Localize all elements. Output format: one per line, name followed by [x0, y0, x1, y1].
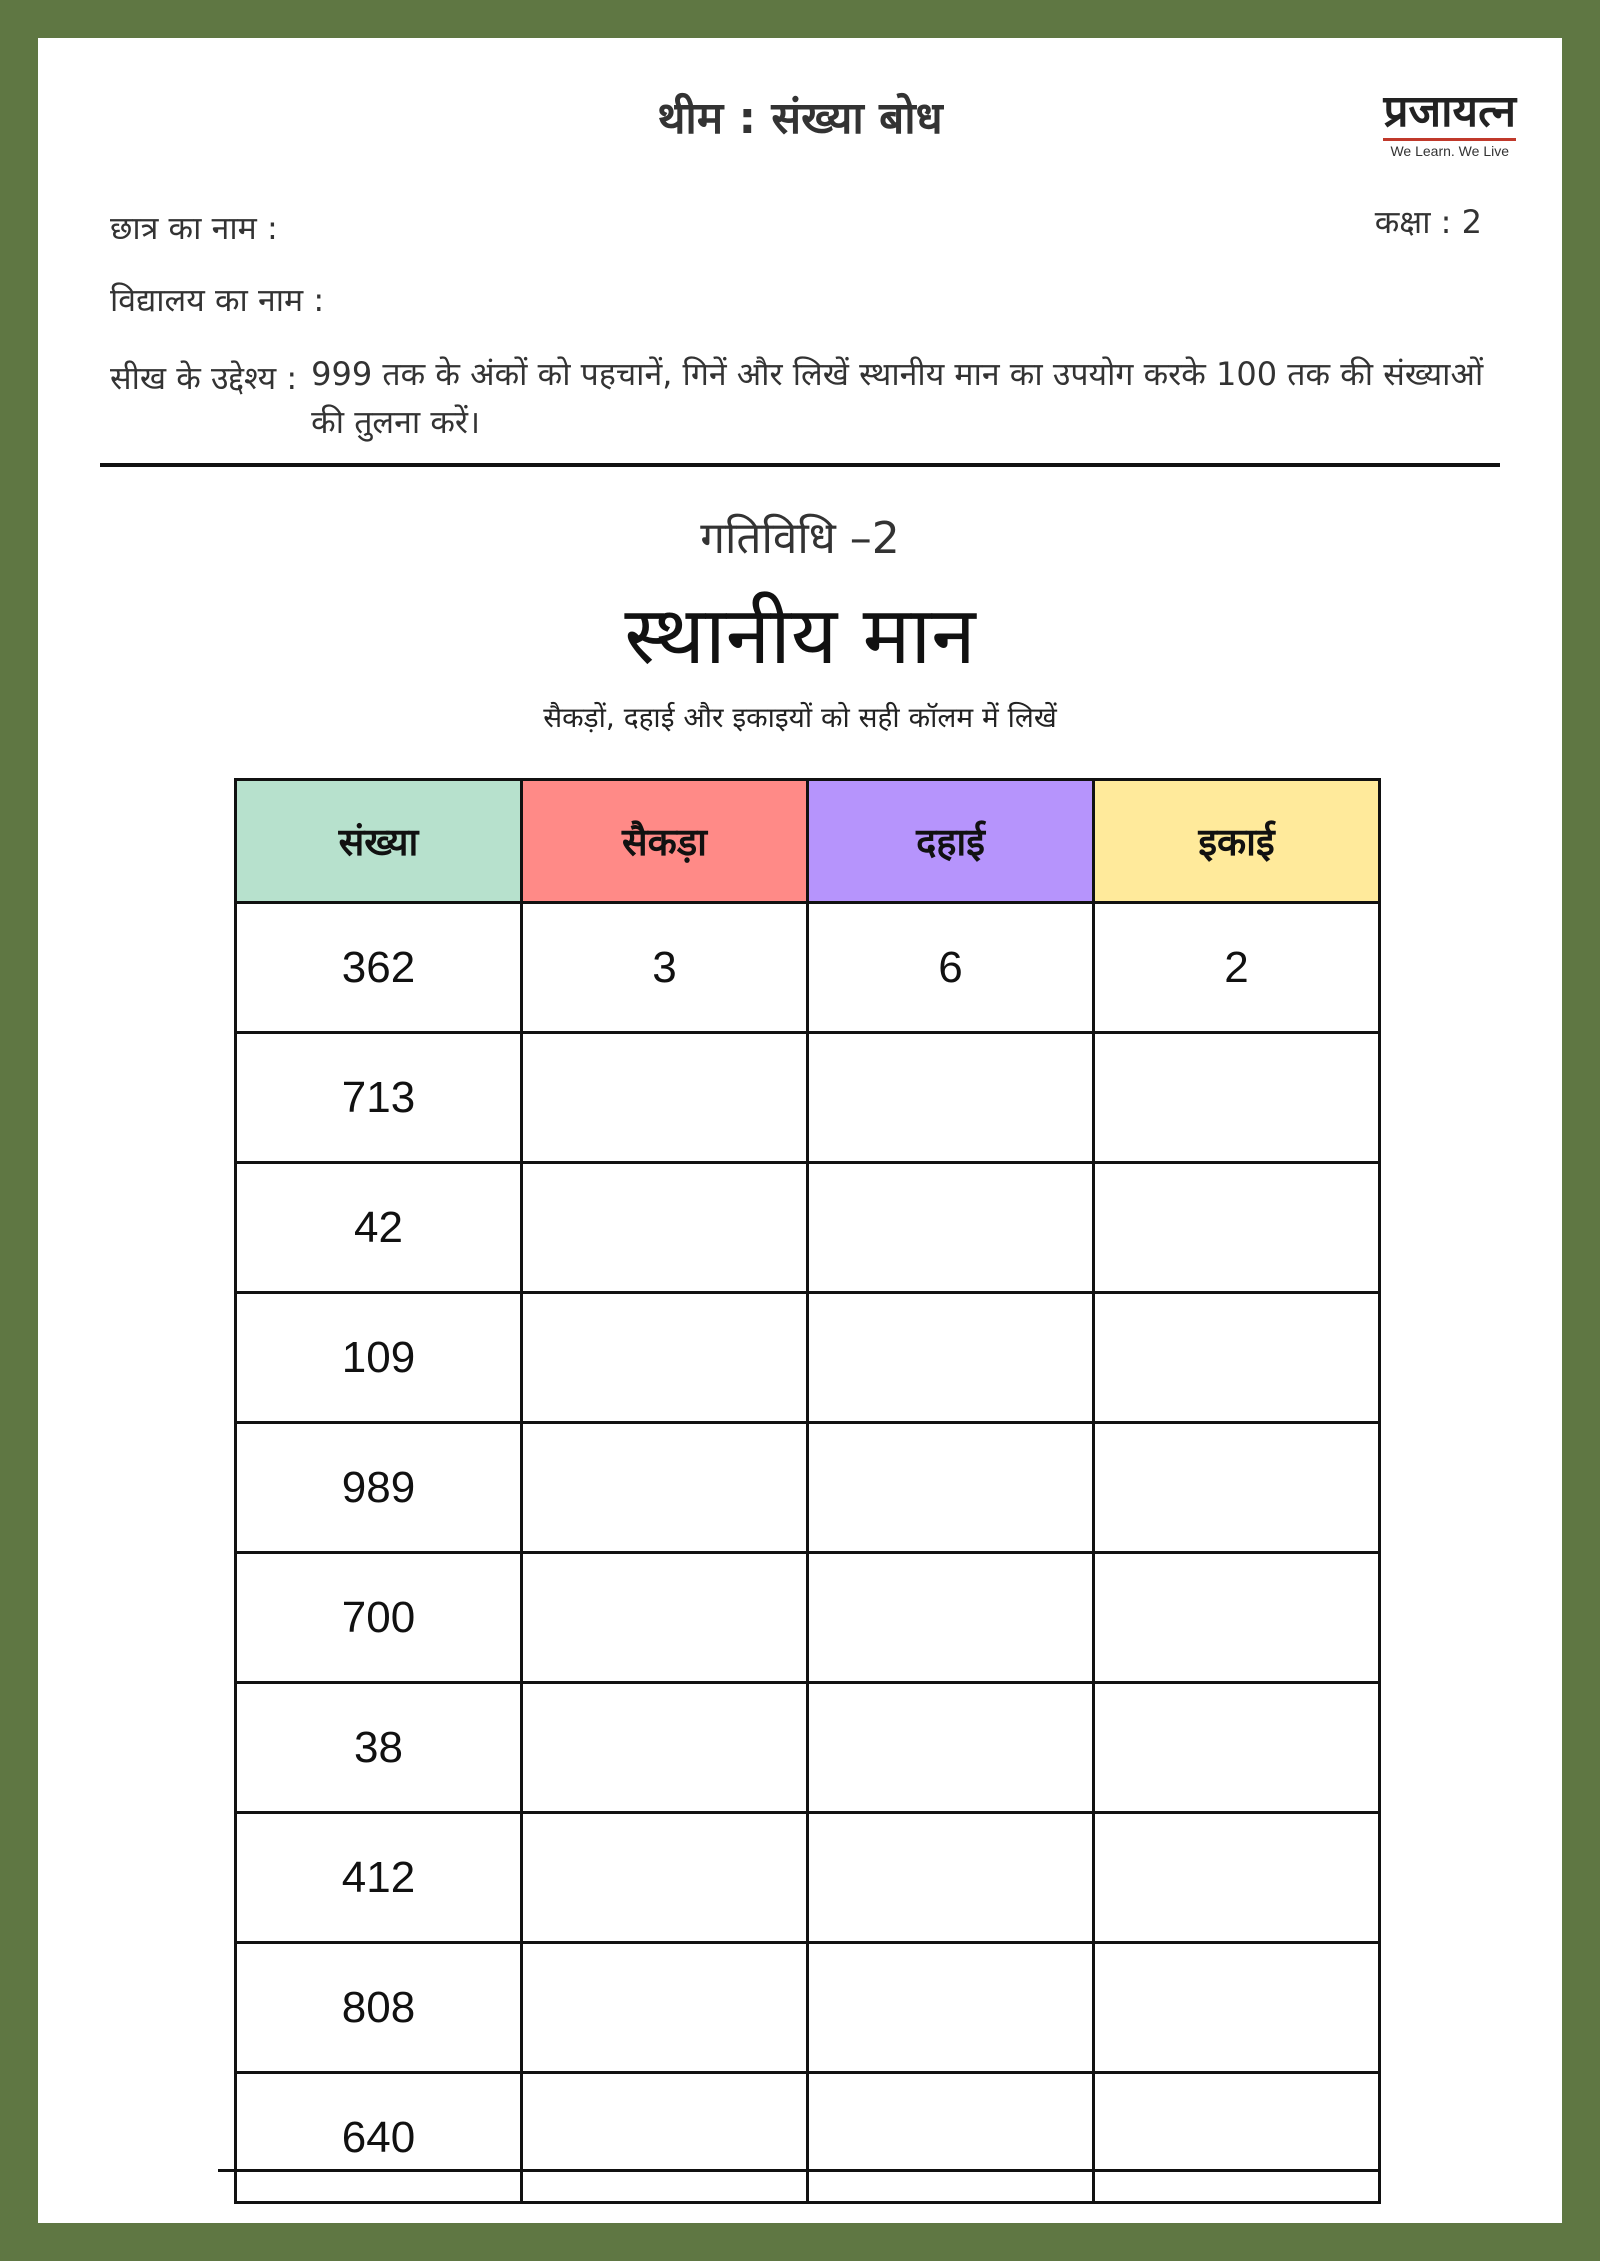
- cell-number: 38: [236, 1683, 522, 1813]
- table-row: [236, 1033, 1380, 1163]
- school-name-label: विद्यालय का नाम :: [110, 281, 325, 319]
- table-header-row: [236, 780, 1380, 903]
- logo-text: प्रजायत्न: [1383, 88, 1516, 141]
- cell-tens[interactable]: [808, 2073, 1094, 2203]
- cell-number: 362: [236, 903, 522, 1033]
- theme-heading: थीम : संख्या बोध: [657, 93, 943, 144]
- learning-objective: [110, 356, 1520, 446]
- worksheet-page: [38, 38, 1562, 2223]
- cell-ones[interactable]: [1094, 1033, 1380, 1163]
- table-row: [236, 1683, 1380, 1813]
- cell-hundreds[interactable]: [522, 1683, 808, 1813]
- cell-ones[interactable]: [1094, 1683, 1380, 1813]
- cell-ones[interactable]: [1094, 1423, 1380, 1553]
- activity-title: स्थानीय मान: [624, 589, 976, 682]
- logo-tagline: We Learn. We Live: [1390, 143, 1509, 160]
- brand-logo: [1383, 88, 1516, 159]
- cell-hundreds[interactable]: [522, 2073, 808, 2203]
- cell-ones[interactable]: [1094, 1813, 1380, 1943]
- cell-hundreds[interactable]: 3: [522, 903, 808, 1033]
- cell-ones[interactable]: [1094, 1553, 1380, 1683]
- place-value-table: [234, 778, 1381, 2204]
- table-row: [236, 1423, 1380, 1553]
- cell-ones[interactable]: [1094, 1293, 1380, 1423]
- cell-tens[interactable]: [808, 1423, 1094, 1553]
- header-hundreds: सैकड़ा: [522, 780, 808, 903]
- cell-number: 989: [236, 1423, 522, 1553]
- objective-text: 999 तक के अंकों को पहचानें, गिनें और लिखें स्थानीय मान का उपयोग करके 100 तक की संख्याओं की तुलना करें।: [311, 355, 1484, 441]
- cell-hundreds[interactable]: [522, 1423, 808, 1553]
- table-row: [236, 903, 1380, 1033]
- table-row: [236, 1553, 1380, 1683]
- cell-hundreds[interactable]: [522, 1943, 808, 2073]
- cell-number: 808: [236, 1943, 522, 2073]
- cell-ones[interactable]: 2: [1094, 903, 1380, 1033]
- cell-ones[interactable]: [1094, 2073, 1380, 2203]
- table-row: [236, 1293, 1380, 1423]
- bottom-rule: [218, 2169, 1380, 2172]
- header-divider: [100, 463, 1500, 467]
- table-body: [236, 903, 1380, 2203]
- objective-label: सीख के उद्देश्य :: [110, 359, 298, 397]
- student-name-label: छात्र का नाम :: [110, 209, 278, 247]
- cell-number: 713: [236, 1033, 522, 1163]
- table-row: [236, 1813, 1380, 1943]
- cell-tens[interactable]: [808, 1943, 1094, 2073]
- cell-tens[interactable]: [808, 1813, 1094, 1943]
- cell-number: 640: [236, 2073, 522, 2203]
- activity-instruction: सैकड़ों, दहाई और इकाइयों को सही कॉलम में लिखें: [543, 701, 1057, 734]
- cell-number: 412: [236, 1813, 522, 1943]
- cell-tens[interactable]: [808, 1293, 1094, 1423]
- cell-hundreds[interactable]: [522, 1813, 808, 1943]
- cell-number: 42: [236, 1163, 522, 1293]
- header-number: संख्या: [236, 780, 522, 903]
- table-row: [236, 1163, 1380, 1293]
- header-tens: दहाई: [808, 780, 1094, 903]
- class-label: कक्षा : 2: [1374, 203, 1482, 241]
- cell-tens[interactable]: 6: [808, 903, 1094, 1033]
- cell-number: 700: [236, 1553, 522, 1683]
- cell-tens[interactable]: [808, 1683, 1094, 1813]
- header-ones: इकाई: [1094, 780, 1380, 903]
- table-row: [236, 2073, 1380, 2203]
- cell-ones[interactable]: [1094, 1943, 1380, 2073]
- cell-ones[interactable]: [1094, 1163, 1380, 1293]
- cell-hundreds[interactable]: [522, 1163, 808, 1293]
- cell-tens[interactable]: [808, 1163, 1094, 1293]
- cell-hundreds[interactable]: [522, 1553, 808, 1683]
- cell-hundreds[interactable]: [522, 1033, 808, 1163]
- cell-hundreds[interactable]: [522, 1293, 808, 1423]
- cell-tens[interactable]: [808, 1033, 1094, 1163]
- cell-tens[interactable]: [808, 1553, 1094, 1683]
- activity-number: गतिविधि –2: [700, 513, 900, 564]
- cell-number: 109: [236, 1293, 522, 1423]
- table-row: [236, 1943, 1380, 2073]
